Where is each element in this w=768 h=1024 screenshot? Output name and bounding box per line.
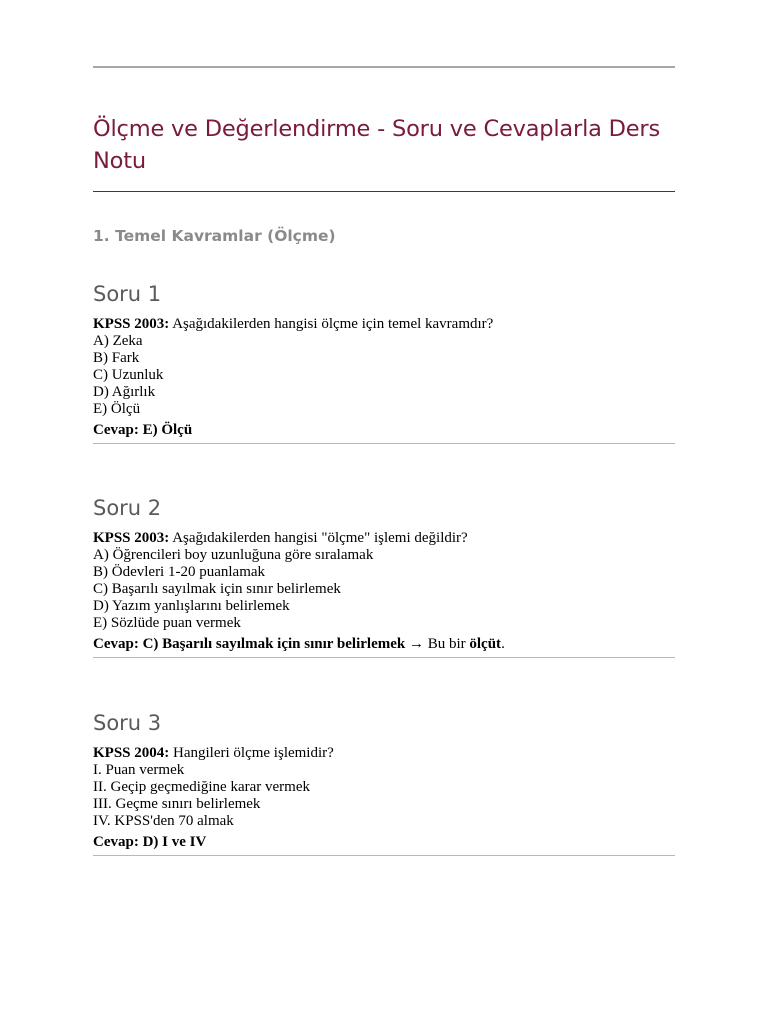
question-title: Soru 1 <box>93 282 162 306</box>
item-ii: II. Geçip geçmediğine karar vermek <box>93 779 310 795</box>
option-c: C) Uzunluk <box>93 367 164 383</box>
question-body <box>93 745 675 830</box>
answer-note-term: ölçüt <box>469 636 502 652</box>
item-iv: IV. KPSS'den 70 almak <box>93 813 234 829</box>
option-a: A) Zeka <box>93 333 143 349</box>
option-d: D) Yazım yanlışlarını belirlemek <box>93 598 290 614</box>
question-divider <box>93 855 675 856</box>
question-text: Hangileri ölçme işlemidir? <box>169 745 334 761</box>
question-source: KPSS 2004: <box>93 745 170 761</box>
question-text: Aşağıdakilerden hangisi ölçme için temel kavramdır? <box>169 316 494 332</box>
option-b: B) Fark <box>93 350 140 366</box>
answer-text: Cevap: C) Başarılı sayılmak için sınır belirlemek <box>93 636 406 652</box>
item-i: I. Puan vermek <box>93 762 185 778</box>
option-b: B) Ödevleri 1-20 puanlamak <box>93 564 266 580</box>
answer-text: Cevap: E) Ölçü <box>93 422 193 438</box>
answer-note: Bu bir <box>427 636 470 652</box>
item-iii: III. Geçme sınırı belirlemek <box>93 796 261 812</box>
title-divider <box>93 191 675 192</box>
question-3 <box>93 708 675 856</box>
option-e: E) Ölçü <box>93 401 141 417</box>
answer <box>93 833 675 851</box>
question-prompt <box>93 530 675 547</box>
question-source: KPSS 2003: <box>93 530 170 546</box>
question-prompt <box>93 316 675 333</box>
section-heading: 1. Temel Kavramlar (Ölçme) <box>93 227 336 245</box>
question-source: KPSS 2003: <box>93 316 170 332</box>
answer-text: Cevap: D) I ve IV <box>93 834 207 850</box>
option-d: D) Ağırlık <box>93 384 156 400</box>
question-2 <box>93 493 675 658</box>
question-prompt <box>93 745 675 762</box>
question-title: Soru 3 <box>93 711 162 735</box>
question-text: Aşağıdakilerden hangisi "ölçme" işlemi değildir? <box>169 530 468 546</box>
option-c: C) Başarılı sayılmak için sınır belirlemek <box>93 581 341 597</box>
question-title: Soru 2 <box>93 496 162 520</box>
answer <box>93 421 675 439</box>
document-title: Ölçme ve Değerlendirme - Soru ve Cevaplarla Ders Notu <box>93 116 661 174</box>
question-divider <box>93 657 675 658</box>
arrow-icon: → <box>405 636 428 652</box>
answer-note-end: . <box>501 636 505 652</box>
question-divider <box>93 443 675 444</box>
question-1 <box>93 279 675 444</box>
top-divider <box>93 66 675 68</box>
question-body <box>93 530 675 632</box>
answer <box>93 635 675 653</box>
option-e: E) Sözlüde puan vermek <box>93 615 241 631</box>
option-a: A) Öğrencileri boy uzunluğuna göre sıralamak <box>93 547 374 563</box>
question-body <box>93 316 675 418</box>
